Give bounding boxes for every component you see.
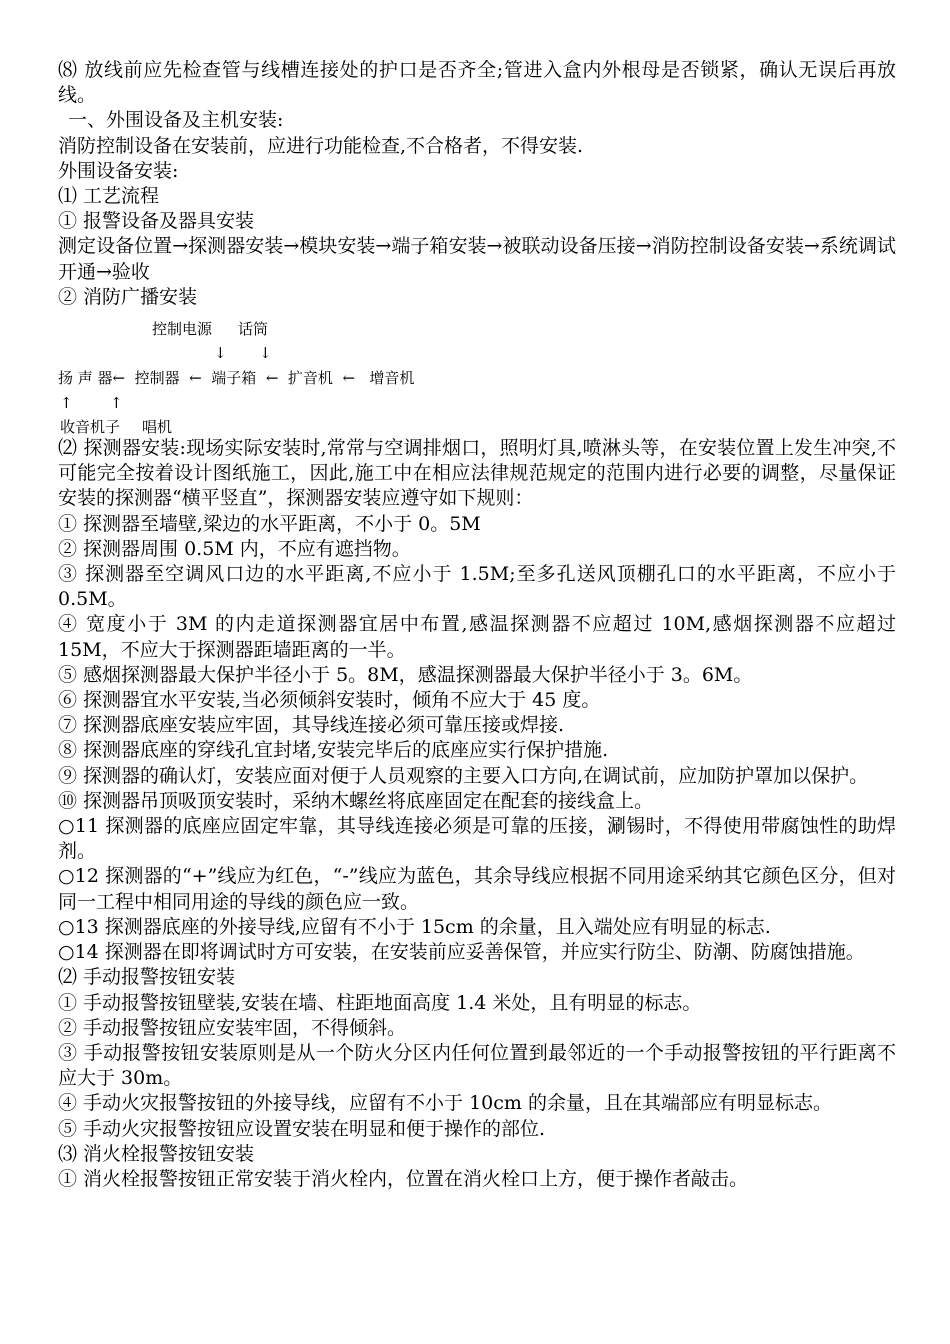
up-arrow-icon: ↑ (110, 394, 123, 413)
list-item: ○14 探测器在即将调试时方可安装，在安装前应妥善保管，并应实行防尘、防潮、防腐蚀措施。 (58, 941, 865, 964)
diagram-label-radio: 收音机子 (60, 418, 121, 437)
paragraph: 消防控制设备在安装前，应进行功能检查,不合格者，不得安装. (58, 134, 584, 157)
list-item: ⑧ 探测器底座的穿线孔宜封堵,安装完毕后的底座应实行保护措施. (58, 739, 609, 762)
list-item: ④ 手动火灾报警按钮的外接导线，应留有不小于 10cm 的余量，且在其端部应有明显标志。 (58, 1092, 832, 1115)
list-item: ② 手动报警按钮应安装牢固，不得倾斜。 (58, 1016, 407, 1039)
list-item: ○11 探测器的底座应固定牢靠，其导线连接必须是可靠的压接，涮锡时，不得使用带腐蚀性的助焊剂。 (58, 815, 896, 863)
diagram-label-power: 控制电源 (152, 320, 213, 339)
down-arrow-icon: ↓ (259, 344, 272, 363)
list-item: ⑩ 探测器吊顶吸顶安装时，采纳木螺丝将底座固定在配套的接线盒上。 (58, 789, 654, 812)
list-item: ② 消防广播安装 (58, 285, 198, 308)
list-item: ① 报警设备及器具安装 (58, 210, 255, 233)
diagram-chain: 扬 声 器← 控制器 ← 端子箱 ← 扩音机 ← 增音机 (58, 369, 415, 388)
list-item: ① 手动报警按钮壁装,安装在墙、柱距地面高度 1.4 米处，且有明显的标志。 (58, 991, 702, 1014)
list-item: ○12 探测器的“+”线应为红色，“-”线应为蓝色，其余导线应根据不同用途采纳其它颜色区分，但对同一工程中相同用途的导线的颜色应一致。 (58, 865, 896, 913)
subheading: ⑴ 工艺流程 (58, 185, 160, 208)
document-body (58, 58, 896, 1192)
list-item: ② 探测器周围 0.5M 内，不应有遮挡物。 (58, 537, 411, 560)
subheading: ⑶ 消火栓报警按钮安装 (58, 1142, 255, 1165)
list-item: ⑤ 手动火灾报警按钮应设置安装在明显和便于操作的部位. (58, 1117, 546, 1140)
paragraph: ⑵ 探测器安装:现场实际安装时,常常与空调排烟口，照明灯具,喷淋头等，在安装位置上发生冲突,不可能完全按着设计图纸施工，因此,施工中在相应法律规范规定的范围内进行必要的调整，尽量保证安装的探测器“横平竖直”，探测器安装应遵守如下规则： (58, 437, 896, 510)
list-item: ⑦ 探测器底座安装应牢固，其导线连接必须可靠压接或焊接. (58, 714, 565, 737)
paragraph: 外围设备安装: (58, 159, 179, 182)
broadcast-diagram (58, 310, 896, 436)
list-item: ① 探测器至墙壁,梁边的水平距离，不小于 0。5M (58, 512, 481, 535)
process-flow: 测定设备位置→探测器安装→模块安装→端子箱安装→被联动设备压接→消防控制设备安装→系统调试开通→验收 (58, 235, 896, 283)
diagram-label-record: 唱机 (142, 418, 173, 437)
list-item: ① 消火栓报警按钮正常安装于消火栓内，位置在消火栓口上方，便于操作者敲击。 (58, 1167, 749, 1190)
list-item: ③ 探测器至空调风口边的水平距离,不应小于 1.5M;至多孔送风顶棚孔口的水平距离，不应小于 0.5M。 (58, 563, 896, 611)
subheading: ⑵ 手动报警按钮安装 (58, 966, 236, 989)
diagram-label-mic: 话筒 (238, 320, 269, 339)
list-item: ③ 手动报警按钮安装原则是从一个防火分区内任何位置到最邻近的一个手动报警按钮的平行距离不应大于 30m。 (58, 1041, 896, 1090)
list-item: ⑥ 探测器宜水平安装,当必须倾斜安装时，倾角不应大于 45 度。 (58, 689, 601, 712)
up-arrow-icon: ↑ (60, 394, 73, 413)
list-item: ○13 探测器底座的外接导线,应留有不小于 15cm 的余量，且入端处应有明显的标志. (58, 915, 771, 938)
list-item: ⑤ 感烟探测器最大保护半径小于 5。8M，感温探测器最大保护半径小于 3。6M。 (58, 663, 753, 686)
down-arrow-icon: ↓ (214, 344, 227, 363)
paragraph: ⑻ 放线前应先检查管与线槽连接处的护口是否齐全;管进入盒内外根母是否锁紧，确认无误后再放线。 (58, 59, 896, 107)
section-heading: 一、外围设备及主机安装: (68, 109, 284, 132)
list-item: ④ 宽度小于 3M 的内走道探测器宜居中布置,感温探测器不应超过 10M,感烟探测器不应超过 15M，不应大于探测器距墙距离的一半。 (58, 613, 896, 661)
list-item: ⑨ 探测器的确认灯，安装应面对便于人员观察的主要入口方向,在调试前，应加防护罩加以保护。 (58, 764, 869, 787)
